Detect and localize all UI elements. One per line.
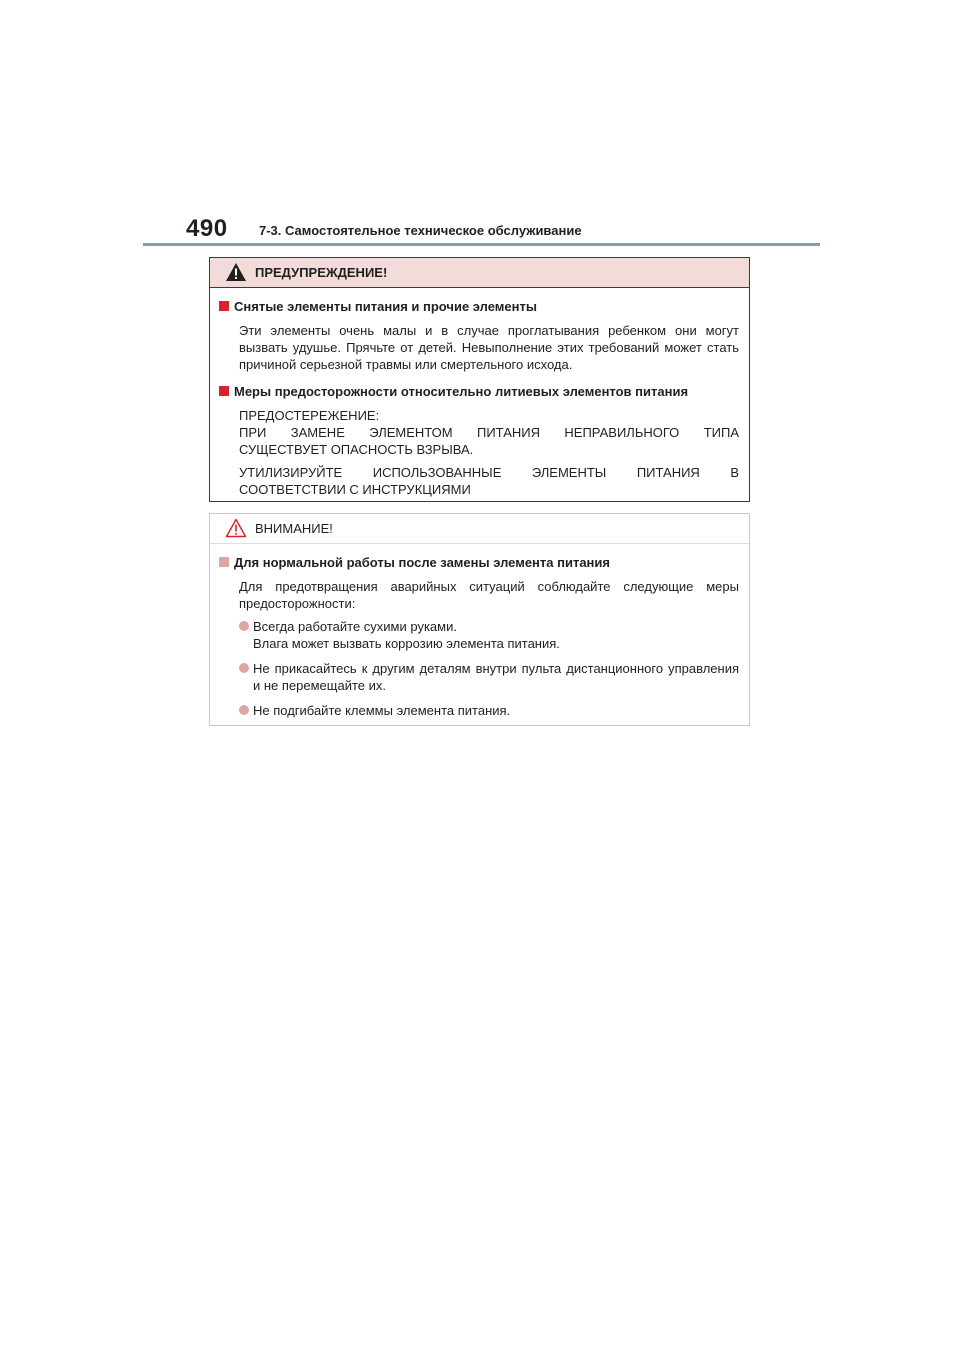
warning-box-header <box>210 258 749 288</box>
paragraph-line: СУЩЕСТВУЕТ ОПАСНОСТЬ ВЗРЫВА. <box>239 442 474 457</box>
warning-section-heading <box>219 298 739 315</box>
paragraph-line: ПРИ ЗАМЕНЕ ЭЛЕМЕНТОМ ПИТАНИЯ НЕПРАВИЛЬНОГО ТИПА <box>239 425 739 440</box>
caution-box-body <box>210 544 749 719</box>
red-square-bullet-icon <box>219 386 229 396</box>
circle-bullet-icon <box>239 705 249 715</box>
pink-square-bullet-icon <box>219 557 229 567</box>
page-number: 490 <box>186 215 228 242</box>
list-item <box>239 660 739 694</box>
list-item-text: Влага может вызвать коррозию элемента питания. <box>253 636 560 651</box>
paragraph-line: СООТВЕТСТВИИ С ИНСТРУКЦИЯМИ <box>239 482 471 497</box>
paragraph-line: предосторожности: <box>239 596 356 611</box>
list-item <box>239 618 739 652</box>
paragraph-line: Эти элементы очень малы и в случае проглатывания ребенком они могут <box>239 323 739 338</box>
page-header <box>143 212 820 246</box>
paragraph-line: причиной серьезной травмы или смертельного исхода. <box>239 357 573 372</box>
circle-bullet-icon <box>239 663 249 673</box>
warning-triangle-icon <box>225 262 247 282</box>
header-rule <box>143 243 820 246</box>
warning-paragraph <box>239 407 739 458</box>
paragraph-line: Для предотвращения аварийных ситуаций соблюдайте следующие меры <box>239 579 739 594</box>
list-item-text: Не подгибайте клеммы элемента питания. <box>253 703 511 718</box>
warning-box-title: ПРЕДУПРЕЖДЕНИЕ! <box>255 265 388 280</box>
warning-box <box>209 257 750 502</box>
caution-box-title: ВНИМАНИЕ! <box>255 521 333 536</box>
warning-box-body <box>210 288 749 498</box>
paragraph-line: ПРЕДОСТЕРЕЖЕНИЕ: <box>239 408 380 423</box>
warning-heading-text: Меры предосторожности относительно литиевых элементов питания <box>234 384 689 399</box>
paragraph-line: УТИЛИЗИРУЙТЕ ИСПОЛЬЗОВАННЫЕ ЭЛЕМЕНТЫ ПИТАНИЯ В <box>239 465 739 480</box>
list-item-text: Не прикасайтесь к другим деталям внутри пульта дистанционного управления <box>253 661 739 676</box>
list-item <box>239 702 739 719</box>
section-title: 7-3. Самостоятельное техническое обслуживание <box>259 223 582 238</box>
caution-section-heading <box>219 554 739 571</box>
list-item-text: Всегда работайте сухими руками. <box>253 619 457 634</box>
caution-box <box>209 513 750 726</box>
caution-triangle-icon <box>225 518 247 538</box>
warning-heading-text: Снятые элементы питания и прочие элементы <box>234 299 537 314</box>
list-item-text: и не перемещайте их. <box>253 678 387 693</box>
warning-section-heading <box>219 383 739 400</box>
red-square-bullet-icon <box>219 301 229 311</box>
warning-paragraph <box>239 322 739 373</box>
caution-heading-text: Для нормальной работы после замены элемента питания <box>234 555 610 570</box>
paragraph-line: вызвать удушье. Прячьте от детей. Невыполнение этих требований может стать <box>239 340 739 355</box>
circle-bullet-icon <box>239 621 249 631</box>
warning-paragraph <box>239 464 739 498</box>
caution-box-header <box>210 514 749 544</box>
caution-intro <box>239 578 739 612</box>
